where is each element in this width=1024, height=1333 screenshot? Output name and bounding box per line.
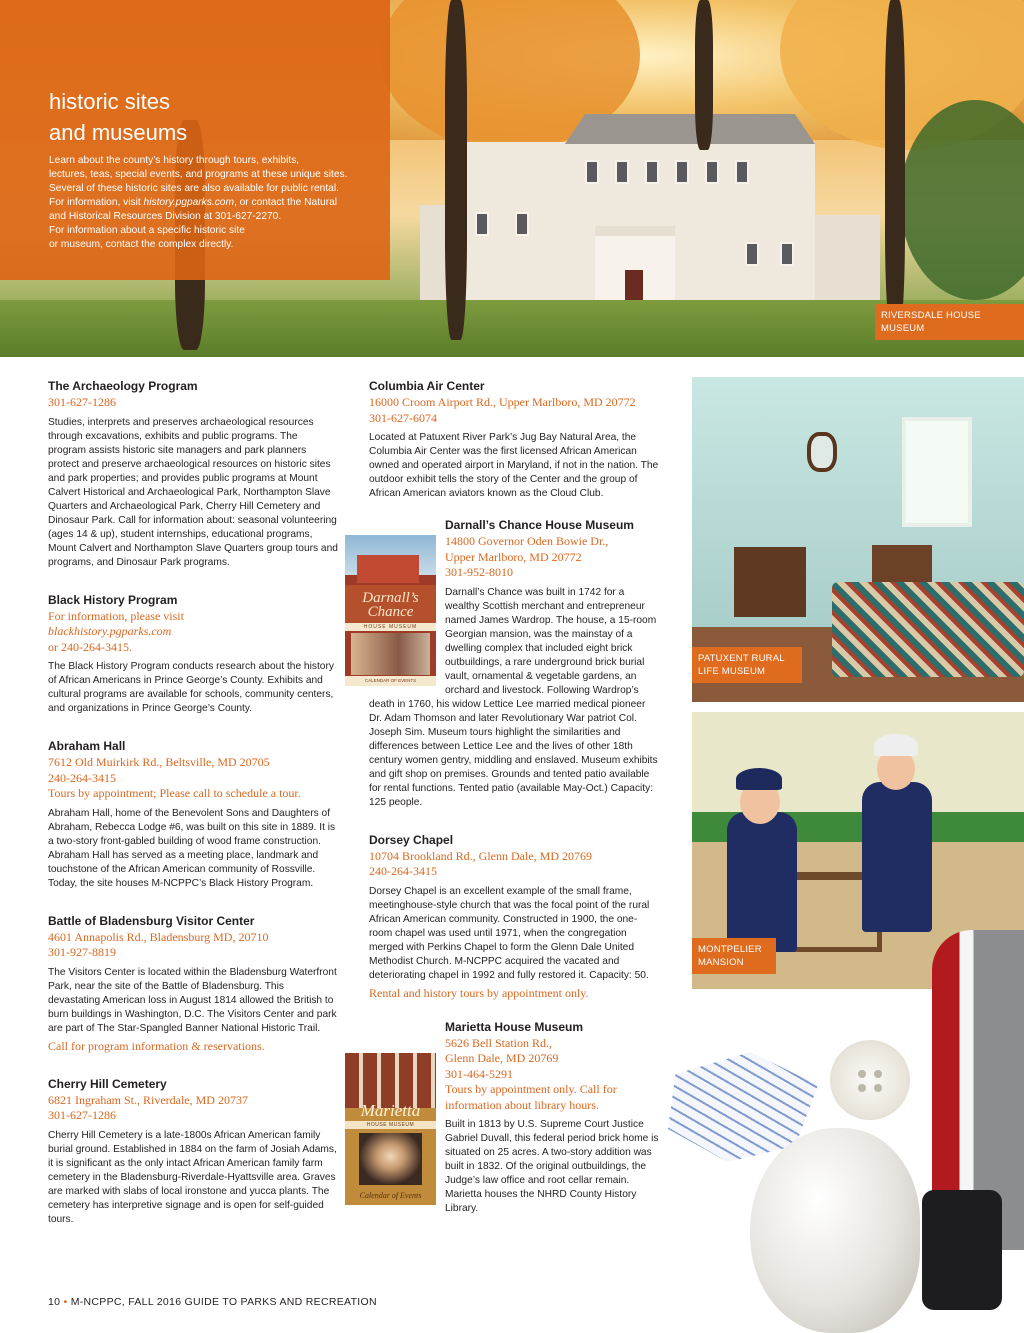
oyster-shell bbox=[750, 1128, 920, 1333]
entry-body: Dorsey Chapel is an excellent example of the small frame, meetinghouse-style church that was the focal point of the rural African American community. Constructed in 1900, the one-room chapel was used until 1971, when the congregation merged with Perkins Chapel to form the Glenn Dale United Methodist Church. M-NCPPC acquired the vacated and deteriorating chapel in 1992 and fully restored it. Capacity: 50. bbox=[369, 885, 650, 981]
antique-button bbox=[830, 1040, 910, 1120]
entry-phone[interactable]: 301-927-8819 bbox=[48, 945, 116, 959]
marietta-calendar-cover bbox=[345, 1053, 436, 1205]
entry-phone[interactable]: 301-952-8010 bbox=[445, 565, 513, 579]
entry-body: Built in 1813 by U.S. Supreme Court Justice Gabriel Duvall, this federal period brick home is situated on 25 acres. A two-story addition was built in 1832. Of the original outbuildings, the Judge’s law office and root cellar remain. Marietta houses the NHRD County History Library. bbox=[445, 1119, 659, 1214]
intro-line: For information about a specific historic site bbox=[49, 225, 245, 236]
page-number: 10 bbox=[48, 1296, 61, 1308]
photo-patuxent-room bbox=[692, 377, 1024, 702]
entry-address: 6821 Ingraham St., Riverdale, MD 20737 bbox=[48, 1092, 248, 1107]
entry-address: Glenn Dale, MD 20769 bbox=[445, 1051, 559, 1065]
history-website-link[interactable]: history.pgparks.com bbox=[143, 197, 234, 208]
entry-address: 16000 Croom Airport Rd., Upper Marlboro, MD 20772 bbox=[369, 395, 636, 409]
entry-title: Columbia Air Center bbox=[369, 379, 485, 393]
entry-title: The Archaeology Program bbox=[48, 379, 198, 393]
black-history-website-link[interactable]: blackhistory.pgparks.com bbox=[48, 624, 172, 638]
intro-line: Learn about the county’s history through tours, exhibits, bbox=[49, 155, 300, 166]
entry-phone[interactable]: 240-264-3415 bbox=[48, 770, 116, 785]
entry-title: Black History Program bbox=[48, 592, 178, 607]
entry-note: Tours by appointment; Please call to schedule a tour. bbox=[48, 786, 301, 800]
entry-note: Tours by appointment only. Call for information about library hours. bbox=[445, 1082, 617, 1112]
left-column bbox=[48, 378, 338, 1243]
entry-title: Battle of Bladensburg Visitor Center bbox=[48, 913, 255, 928]
entry-abraham-hall bbox=[48, 738, 338, 891]
entry-title: Abraham Hall bbox=[48, 739, 126, 753]
page-footer bbox=[48, 1296, 377, 1308]
intro-link-prefix: For information, visit bbox=[49, 197, 144, 208]
entry-phone[interactable]: 301-627-1286 bbox=[48, 395, 116, 409]
entry-note: Call for program information & reservations. bbox=[48, 1038, 265, 1053]
entry-body: Located at Patuxent River Park’s Jug Bay Natural Area, the Columbia Air Center was the first licensed African American owned and operated airport in Maryland, if not in the nation. The outdoor exhibit tells the story of the Center and the group of African American aviators known as the Cloud Club. bbox=[369, 432, 659, 499]
entry-info bbox=[48, 609, 338, 640]
entry-body: The Visitors Center is located within the Bladensburg Waterfront Park, near the site of the Battle of Bladensburg. This devastating American loss in August 1814 allowed the British to burn buildings in Washington, D.C. The Visitors Center and park are part of The Star-Spangled Banner National Historic Trail. bbox=[48, 966, 337, 1034]
entry-body: Cherry Hill Cemetery is a late-1800s African American family burial ground. Established in 1884 on the farm of Josiah Adams, it is significant as the only intact African American family farm cemetery in the Bladensburg-Riverdale-Hyattsville area. Graves are marked with slabs of local ironstone and yucca plants. The cemetery has interpretive signage and is open for self-guided tours. bbox=[48, 1129, 337, 1225]
photo-label-montpelier: MONTPELIER MANSION bbox=[692, 938, 776, 974]
entry-address: 14800 Governor Oden Bowie Dr., bbox=[445, 534, 609, 548]
cover-footer: Calendar of Events bbox=[359, 1191, 422, 1200]
intro-line bbox=[49, 196, 369, 210]
artifact-collage bbox=[660, 1040, 1024, 1333]
hero-intro-text bbox=[49, 154, 369, 252]
entry-cherry-hill-cemetery bbox=[48, 1076, 338, 1227]
darnalls-chance-calendar-cover bbox=[345, 535, 436, 686]
entry-body: The Black History Program conducts research about the history of African Americans in Prince George’s County. Exhibits and cultural programs are available for schools, community centers, and organizations in Prince George’s County. bbox=[48, 661, 334, 714]
intro-link-suffix: , or contact the Natural bbox=[233, 197, 338, 208]
entry-title: Marietta House Museum bbox=[445, 1019, 584, 1034]
footer-bullet: • bbox=[63, 1296, 68, 1308]
intro-line: Several of these historic sites are also available for public rental. bbox=[49, 183, 339, 194]
entry-info-prefix: For information, please visit bbox=[48, 608, 184, 623]
cover-footer: CALENDAR OF EVENTS bbox=[345, 676, 436, 686]
cover-title: Darnall’s Chance bbox=[362, 590, 419, 620]
entry-title: Cherry Hill Cemetery bbox=[48, 1076, 167, 1091]
photo-label-patuxent: PATUXENT RURAL LIFE MUSEUM bbox=[692, 647, 802, 683]
entry-phone[interactable]: 301-627-6074 bbox=[369, 410, 437, 425]
cover-subtitle: HOUSE MUSEUM bbox=[345, 623, 436, 631]
intro-line: or museum, contact the complex directly. bbox=[49, 239, 234, 250]
entry-address: 4601 Annapolis Rd., Bladensburg MD, 20710 bbox=[48, 929, 269, 944]
entry-body-text: Darnall’s Chance was built in 1742 for a wealthy Scottish merchant and entrepreneur named James Wardrop. The house, a 15-room Georgian mansion, was the mainstay of a dwelling complex that included eight brick outbuildings, a rare underground brick burial vault, ornamental & vegetable gardens, an orchard and livestock. Following Wardrop’s death in 1760, his widow Lettice Lee married medical pioneer Dr. Adam Thomson and later Revolutionary War patriot Col. Joseph Sim. Museum tours highlight the similarities and differences between Lettice Lee and the lives of other 18th century women gentry, middling and enslaved. Museum exhibits and gift shop on premises. Grounds and tented patio available for rental functions. Tented patio (available May-Oct.) Capacity: 125 people. bbox=[369, 586, 658, 808]
intro-line: lectures, teas, special events, and programs at these unique sites. bbox=[49, 169, 348, 180]
entry-address: Upper Marlboro, MD 20772 bbox=[445, 549, 582, 564]
entry-columbia-air-center bbox=[369, 378, 659, 501]
entry-black-history-program bbox=[48, 592, 338, 717]
entry-archaeology-program bbox=[48, 378, 338, 570]
entry-body: Abraham Hall, home of the Benevolent Sons and Daughters of Abraham, Rebecca Lodge #6, was built on this site in 1889. It is a two-story front-gabled building of wood frame construction. Abraham Hall has served as a meeting place, landmark and touchstone of the African American community of Rossville. Today, the site houses M-NCPPC’s Black History Program. bbox=[48, 807, 336, 889]
entry-dorsey-chapel bbox=[369, 832, 659, 1001]
entry-address: 10704 Brookland Rd., Glenn Dale, MD 20769 bbox=[369, 848, 592, 863]
photo-label-riversdale: RIVERSDALE HOUSE MUSEUM bbox=[875, 304, 1024, 340]
entry-phone[interactable]: or 240-264-3415. bbox=[48, 639, 132, 654]
entry-address: 7612 Old Muirkirk Rd., Beltsville, MD 20705 bbox=[48, 755, 270, 769]
page-title bbox=[49, 86, 349, 148]
page-title-line-1: historic sites bbox=[49, 89, 171, 114]
entry-phone[interactable]: 301-464-5291 bbox=[445, 1066, 513, 1081]
entry-note: Rental and history tours by appointment only. bbox=[369, 985, 589, 1000]
entry-title: Dorsey Chapel bbox=[369, 832, 454, 847]
entry-phone[interactable]: 301-627-1286 bbox=[48, 1108, 116, 1122]
intro-line: and Historical Resources Division at 301-627-2270. bbox=[49, 211, 282, 222]
page-title-line-2: and museums bbox=[49, 120, 188, 145]
entry-phone[interactable]: 240-264-3415 bbox=[369, 864, 437, 878]
entry-bladensburg-visitor-center bbox=[48, 913, 338, 1054]
entry-body: Studies, interprets and preserves archaeological resources through excavations, exhibits and public programs. The program assists historic site managers and park planners protect and preserve archaeological resources on historic sites and park properties; and provides public programs at Mount Calvert Historical and Archaeological Park, Northampton Slave Quarters and Archaeological Park, Cherry Hill Cemetery and Dinosaur Park. Call for information about: seasonal volunteering (ages 14 & up), student internships, educational programs, Mount Calvert and Northampton Slave Quarters group tours and programs, and Dinosaur Park programs. bbox=[48, 416, 338, 568]
footer-text: M-NCPPC, FALL 2016 GUIDE TO PARKS AND RECREATION bbox=[70, 1296, 377, 1308]
entry-title: Darnall’s Chance House Museum bbox=[445, 518, 634, 532]
entry-address: 5626 Bell Station Rd., bbox=[445, 1035, 553, 1050]
cover-subtitle: HOUSE MUSEUM bbox=[345, 1121, 436, 1129]
hero-photo bbox=[0, 0, 1024, 357]
cover-title: Marietta bbox=[360, 1101, 421, 1120]
